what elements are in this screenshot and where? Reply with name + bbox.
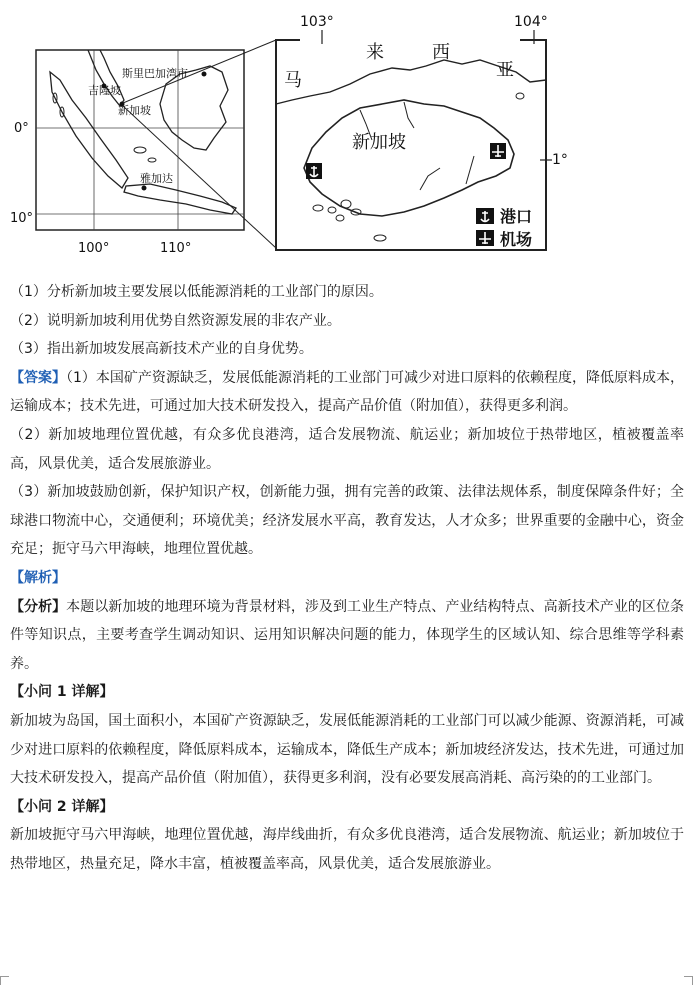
islet-shape [336, 215, 344, 221]
legend-port-label: 港口 [500, 207, 533, 226]
left-map [10, 50, 244, 256]
jakarta-dot [142, 186, 147, 191]
malay-peninsula-shape [88, 50, 124, 106]
lon-label-110: 110° [160, 241, 192, 256]
sub1-heading: 【小问 1 详解】 [10, 684, 114, 701]
answer-line-2: （2）新加坡地理位置优越，有众多优良港湾，适合发展物流、航运业；新加坡位于热带地区，植被覆盖率高，风景优美，适合发展旅游业。 [10, 426, 684, 472]
region-label-ya: 亚 [496, 60, 514, 81]
frame-gap [300, 36, 520, 42]
answer-text-1: （1）本国矿产资源缺乏，发展低能源消耗的工业部门可减少对进口原料的依赖程度，降低原料成本，运输成本；技术先进，可通过加大技术研发投入，提高产品价值（附加值），获得更多利润。 [10, 369, 685, 415]
answer-tag: 【答案】 [10, 369, 67, 386]
right-map [276, 14, 568, 250]
answer-line-3: （3）新加坡鼓励创新，保护知识产权，创新能力强，拥有完善的政策、法律法规体系，制度保障条件好；全球港口物流中心，交通便利；环境优美；经济发展水平高，教育发达，人才众多；世界重要的金融中心，资金充足；扼守马六甲海峡，地理位置优越。 [10, 484, 684, 558]
airport-icon [490, 143, 506, 159]
region-label-ma: 马 [284, 70, 302, 91]
city-label-jakarta: 雅加达 [140, 172, 173, 185]
question-2: （2）说明新加坡利用优势自然资源发展的非农产业。 [10, 312, 341, 329]
islet-shape [516, 93, 524, 99]
map-svg [0, 0, 693, 270]
summary-text: 本题以新加坡的地理环境为背景材料，涉及到工业生产特点、产业结构特点、高新技术产业的区位条件等知识点，主要考查学生调动知识、运用知识解决问题的能力，体现学生的区域认知、综合思维等学科素养。 [10, 598, 684, 672]
city-label-kl: 吉隆坡 [88, 84, 121, 97]
map-figure [0, 0, 693, 270]
map-legend [476, 207, 532, 249]
analysis-tag: 【解析】 [10, 569, 66, 586]
analysis-heading [10, 564, 684, 593]
java-shape [124, 184, 236, 214]
answer-line-1 [10, 364, 684, 421]
islet-shape [374, 235, 386, 241]
lon-label-104: 104° [514, 14, 548, 30]
region-label-xi: 西 [432, 42, 450, 63]
bandar-seri-begawan-dot [202, 72, 207, 77]
singapore-map-label: 新加坡 [352, 132, 406, 153]
lat-label-1: 1° [552, 152, 568, 168]
lon-label-103: 103° [300, 14, 334, 30]
sub2-heading: 【小问 2 详解】 [10, 798, 114, 815]
question-1: （1）分析新加坡主要发展以低能源消耗的工业部门的原因。 [10, 284, 383, 300]
city-label-bsb: 斯里巴加湾市 [122, 67, 188, 80]
singapore-island-shape [304, 100, 514, 216]
region-label-lai: 来 [366, 42, 384, 63]
page-corner-mark [684, 976, 693, 985]
port-icon [306, 163, 322, 179]
sub1-text: 新加坡为岛国，国土面积小，本国矿产资源缺乏，发展低能源消耗的工业部门可以减少能源、资源消耗，可减少对进口原料的依赖程度，降低原料成本，运输成本，降低生产成本；新加坡经济发达，技术先进，可通过加大技术研发投入，提高产品价值（附加值），获得更多利润，没有必要发展高消耗、高污染的的工业部门。 [10, 712, 684, 787]
islet-shape [313, 205, 323, 211]
question-content [10, 278, 684, 878]
island-shape [148, 158, 156, 162]
summary-tag: 【分析】 [10, 598, 67, 615]
islet-shape [341, 200, 351, 208]
analysis-summary [10, 593, 684, 679]
question-3: （3）指出新加坡发展高新技术产业的自身优势。 [10, 341, 313, 358]
sub2-text: 新加坡扼守马六甲海峡，地理位置优越，海岸线曲折，有众多优良港湾，适合发展物流、航运业；新加坡位于热带地区，热量充足，降水丰富，植被覆盖率高，风景优美，适合发展旅游业。 [10, 827, 684, 872]
river-line [420, 168, 440, 190]
city-label-singapore: 新加坡 [118, 104, 151, 117]
lon-label-100: 100° [78, 241, 110, 256]
lat-label-0: 0° [14, 121, 29, 136]
islet-shape [328, 207, 336, 213]
page-corner-mark [0, 976, 9, 985]
river-line [466, 156, 474, 184]
river-line [404, 102, 414, 128]
island-shape [134, 147, 146, 153]
legend-airport-label: 机场 [500, 230, 533, 249]
lat-label-10: 10° [10, 211, 34, 226]
